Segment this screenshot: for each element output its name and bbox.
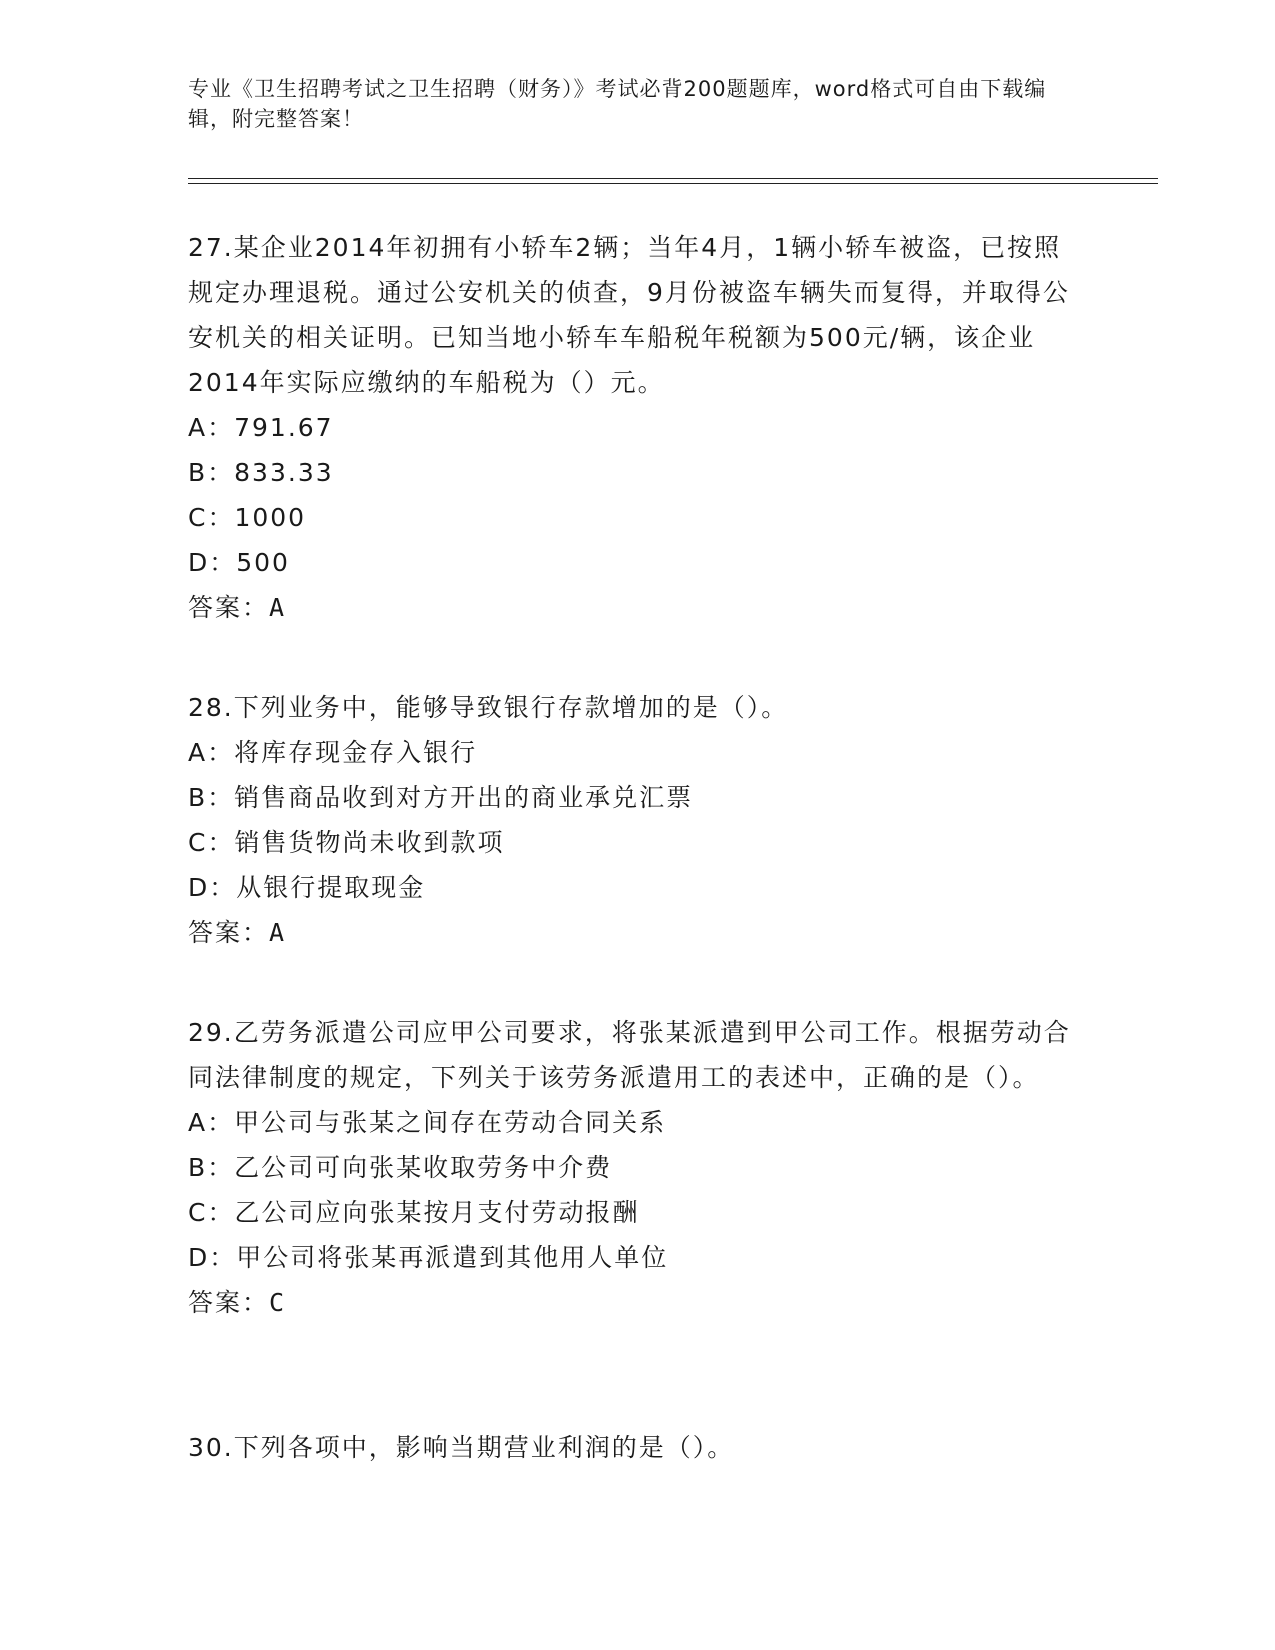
question-stem: 29.乙劳务派遣公司应甲公司要求，将张某派遣到甲公司工作。根据劳动合同法律制度的规定，下列关于该劳务派遣用工的表述中，正确的是（）。 [188, 1018, 1071, 1092]
option-a: A：将库存现金存入银行 [188, 738, 478, 767]
answer-line [188, 1280, 1088, 1325]
answer-value: A [269, 918, 287, 947]
answer-label: 答案： [188, 1288, 270, 1317]
answer-line [188, 585, 1088, 630]
question-30 [188, 1425, 1088, 1470]
question-stem: 30.下列各项中，影响当期营业利润的是（）。 [188, 1433, 735, 1462]
option-c: C：销售货物尚未收到款项 [188, 828, 505, 857]
header-divider-bottom [188, 183, 1158, 184]
question-28 [188, 685, 1088, 955]
header-divider-top [188, 178, 1158, 179]
option-a: A：791.67 [188, 413, 334, 442]
option-b: B：销售商品收到对方开出的商业承兑汇票 [188, 783, 694, 812]
answer-value: C [269, 1288, 287, 1317]
question-stem: 27.某企业2014年初拥有小轿车2辆；当年4月，1辆小轿车被盗，已按照规定办理退税。通过公安机关的侦查，9月份被盗车辆失而复得，并取得公安机关的相关证明。已知当地小轿车车船税年税额为500元/辆，该企业2014年实际应缴纳的车船税为（）元。 [188, 233, 1070, 397]
option-a: A：甲公司与张某之间存在劳动合同关系 [188, 1108, 667, 1137]
option-c: C：乙公司应向张某按月支付劳动报酬 [188, 1198, 640, 1227]
answer-label: 答案： [188, 918, 270, 947]
option-b: B：乙公司可向张某收取劳务中介费 [188, 1153, 613, 1182]
answer-label: 答案： [188, 593, 270, 622]
question-29 [188, 1010, 1088, 1325]
question-stem: 28.下列业务中，能够导致银行存款增加的是（）。 [188, 693, 789, 722]
option-d: D：从银行提取现金 [188, 873, 426, 902]
option-c: C：1000 [188, 503, 307, 532]
question-27 [188, 225, 1088, 630]
document-header: 专业《卫生招聘考试之卫生招聘（财务）》考试必背200题题库，word格式可自由下载编辑，附完整答案！ [188, 77, 1047, 131]
answer-line [188, 910, 1088, 955]
option-d: D：500 [188, 548, 290, 577]
option-d: D：甲公司将张某再派遣到其他用人单位 [188, 1243, 669, 1272]
answer-value: A [269, 593, 287, 622]
option-b: B：833.33 [188, 458, 334, 487]
